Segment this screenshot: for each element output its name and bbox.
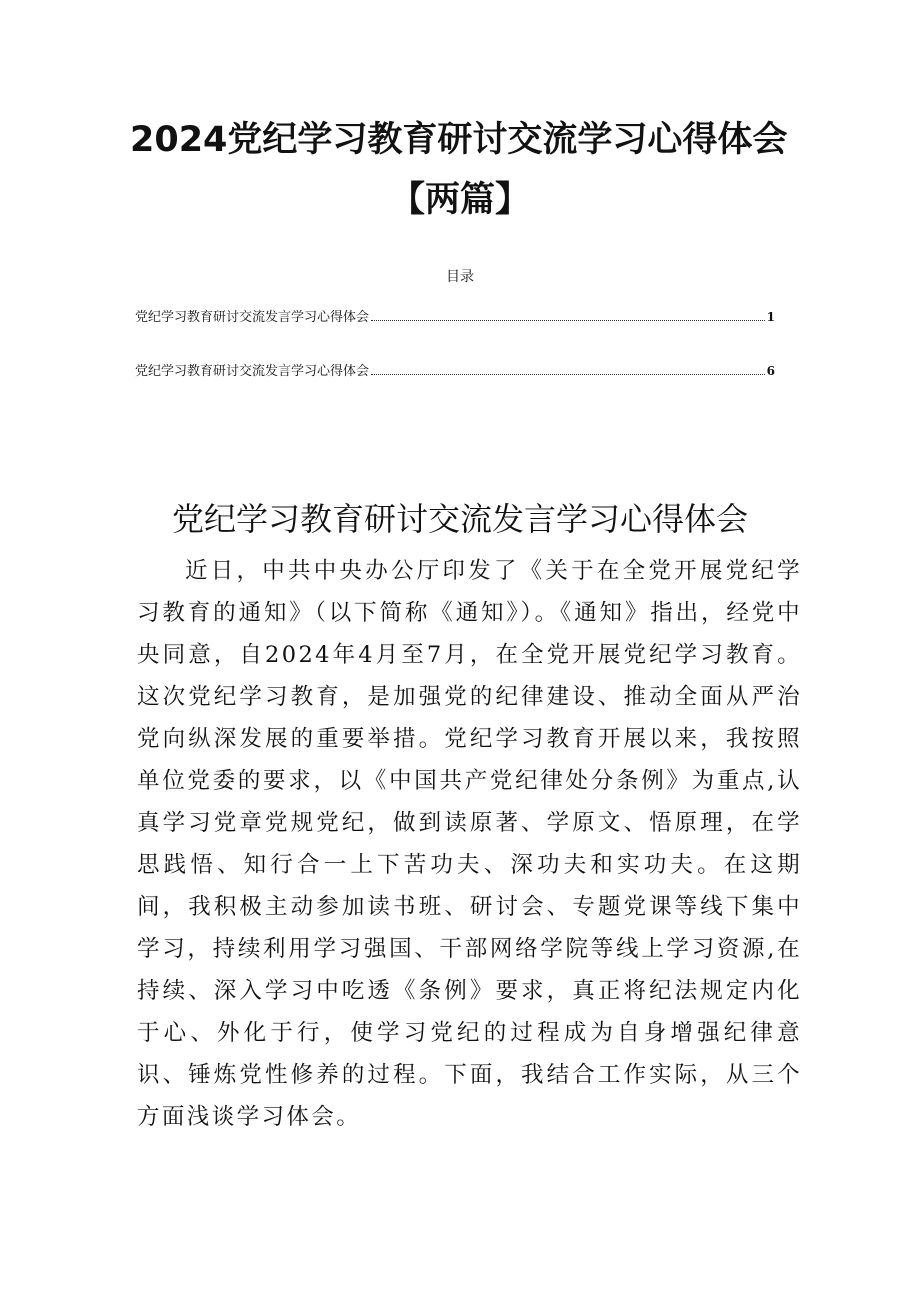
toc-leader-dots [371,319,765,321]
article-title: 党纪学习教育研讨交流发言学习心得体会 [171,500,748,538]
article-paragraph: 近日，中共中央办公厅印发了《关于在全党开展党纪学习教育的通知》（以下简称《通知》）。《通知》指出，经党中央同意，自2024年4月至7月，在全党开展党纪学习教育。这次党纪学习教育，是加强党的纪律建设、推动全面从严治党向纵深发展的重要举措。党纪学习教育开展以来，我按照单位党委的要求，以《中国共产党纪律处分条例》为重点,认真学习党章党规党纪，做到读原著、学原文、悟原理，在学思践悟、知行合一上下苦功夫、深功夫和实功夫。在这期间，我积极主动参加读书班、研讨会、专题党课等线下集中学习，持续利用学习强国、干部网络学院等线上学习资源,在持续、深入学习中吃透《条例》要求，真正将纪法规定内化于心、外化于行，使学习党纪的过程成为自身增强纪律意识、锤炼党性修养的过程。下面，我结合工作实际，从三个方面浅谈学习体会。 [137,558,802,1130]
main-title: 2024党纪学习教育研讨交流学习心得体会 [130,120,788,160]
toc-entry-title[interactable]: 党纪学习教育研讨交流发言学习心得体会 [135,310,370,325]
toc-leader-dots [371,373,765,375]
toc-entry[interactable] [135,360,775,379]
toc-entry-page: 6 [766,364,775,378]
sub-title: 【两篇】 [389,180,530,220]
toc-heading: 目录 [446,269,474,285]
toc-entry-page: 1 [766,310,775,324]
toc-entry[interactable] [135,306,775,325]
toc-entry-title[interactable]: 党纪学习教育研讨交流发言学习心得体会 [135,364,370,379]
